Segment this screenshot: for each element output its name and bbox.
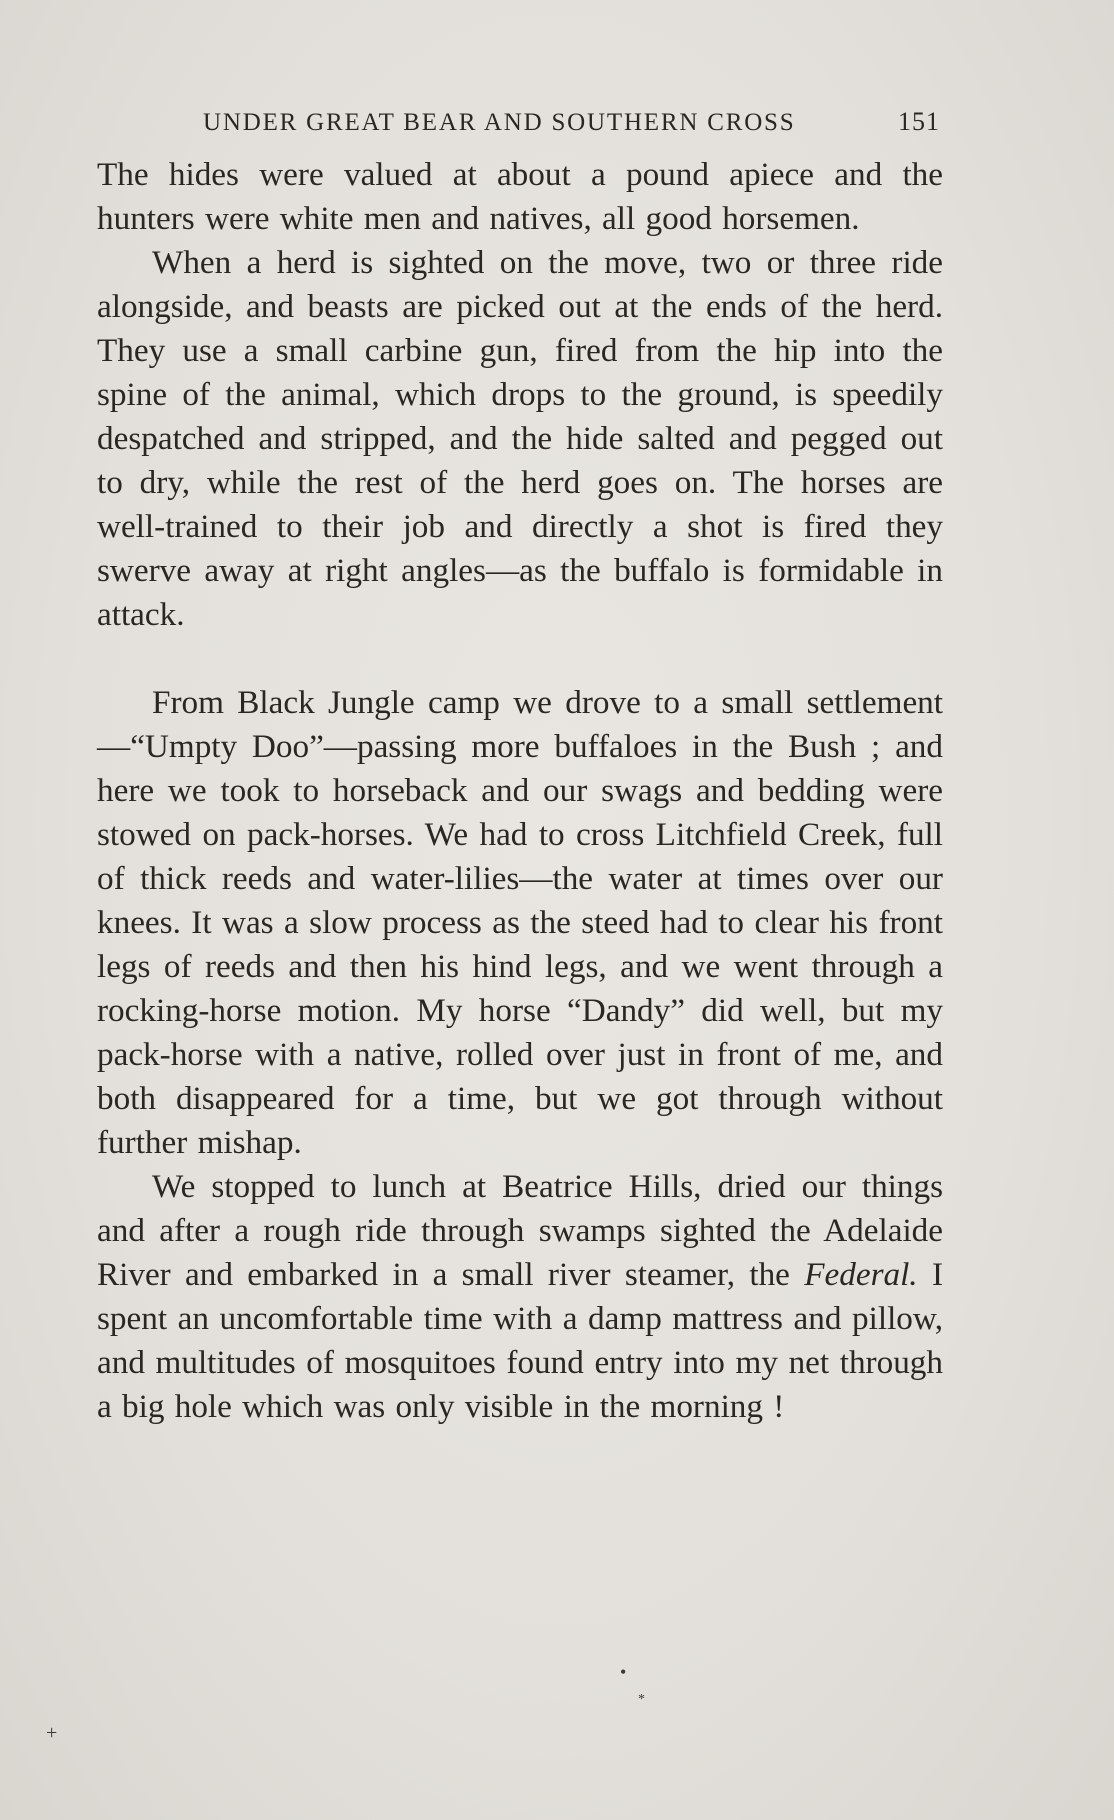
- book-page: [97, 106, 943, 1429]
- paragraph-hides: The hides were valued at about a pound apiece and the hunters were white men and natives, all good horsemen.: [97, 156, 943, 237]
- paragraph-umpty-doo: From Black Jungle camp we drove to a small settlement—“Umpty Doo”—passing more buffaloes in the Bush ; and here we took to horseback and our swags and bedding were stowed on pack-horses. We had to cross Litchfield Creek, full of thick reeds and water-lilies—the water at times over our knees. It was a slow process as the steed had to clear his front legs of reeds and then his hind legs, and we went through a rocking-horse motion. My horse “Dandy” did well, but my pack-horse with a native, rolled over just in front of me, and both disappeared for a time, but we got through without further mishap.: [97, 684, 943, 1161]
- steamer-name: Federal.: [804, 1256, 918, 1293]
- paper-speck: +: [46, 1722, 58, 1744]
- paragraph-adelaide-river: [97, 1165, 943, 1429]
- paper-speck: •: [620, 1662, 627, 1682]
- page-number: 151: [898, 107, 940, 136]
- running-head: [203, 106, 943, 139]
- paragraph-text-before: We stopped to lunch at Beatrice Hills, dried our things and after a rough ride through swamps sighted the Adelaide River and embarked in a small river steamer, the: [97, 1168, 943, 1293]
- body-text: [97, 153, 943, 1429]
- running-title: UNDER GREAT BEAR AND SOUTHERN CROSS: [203, 109, 796, 136]
- paragraph-hunting: When a herd is sighted on the move, two or three ride alongside, and beasts are picked out at the ends of the herd. They use a small carbine gun, fired from the hip into the spine of the animal, which drops to the ground, is speedily despatched and stripped, and the hide salted and pegged out to dry, while the rest of the herd goes on. The horses are well-trained to their job and directly a shot is fired they swerve away at right angles—as the buffalo is formidable in attack.: [97, 244, 943, 633]
- paper-speck: *: [638, 1692, 645, 1707]
- paragraph-text-after: I spent an uncomfortable time with a damp mattress and pillow, and multitudes of mosquitoes found entry into my net through a big hole which was only visible in the morning !: [97, 1256, 943, 1425]
